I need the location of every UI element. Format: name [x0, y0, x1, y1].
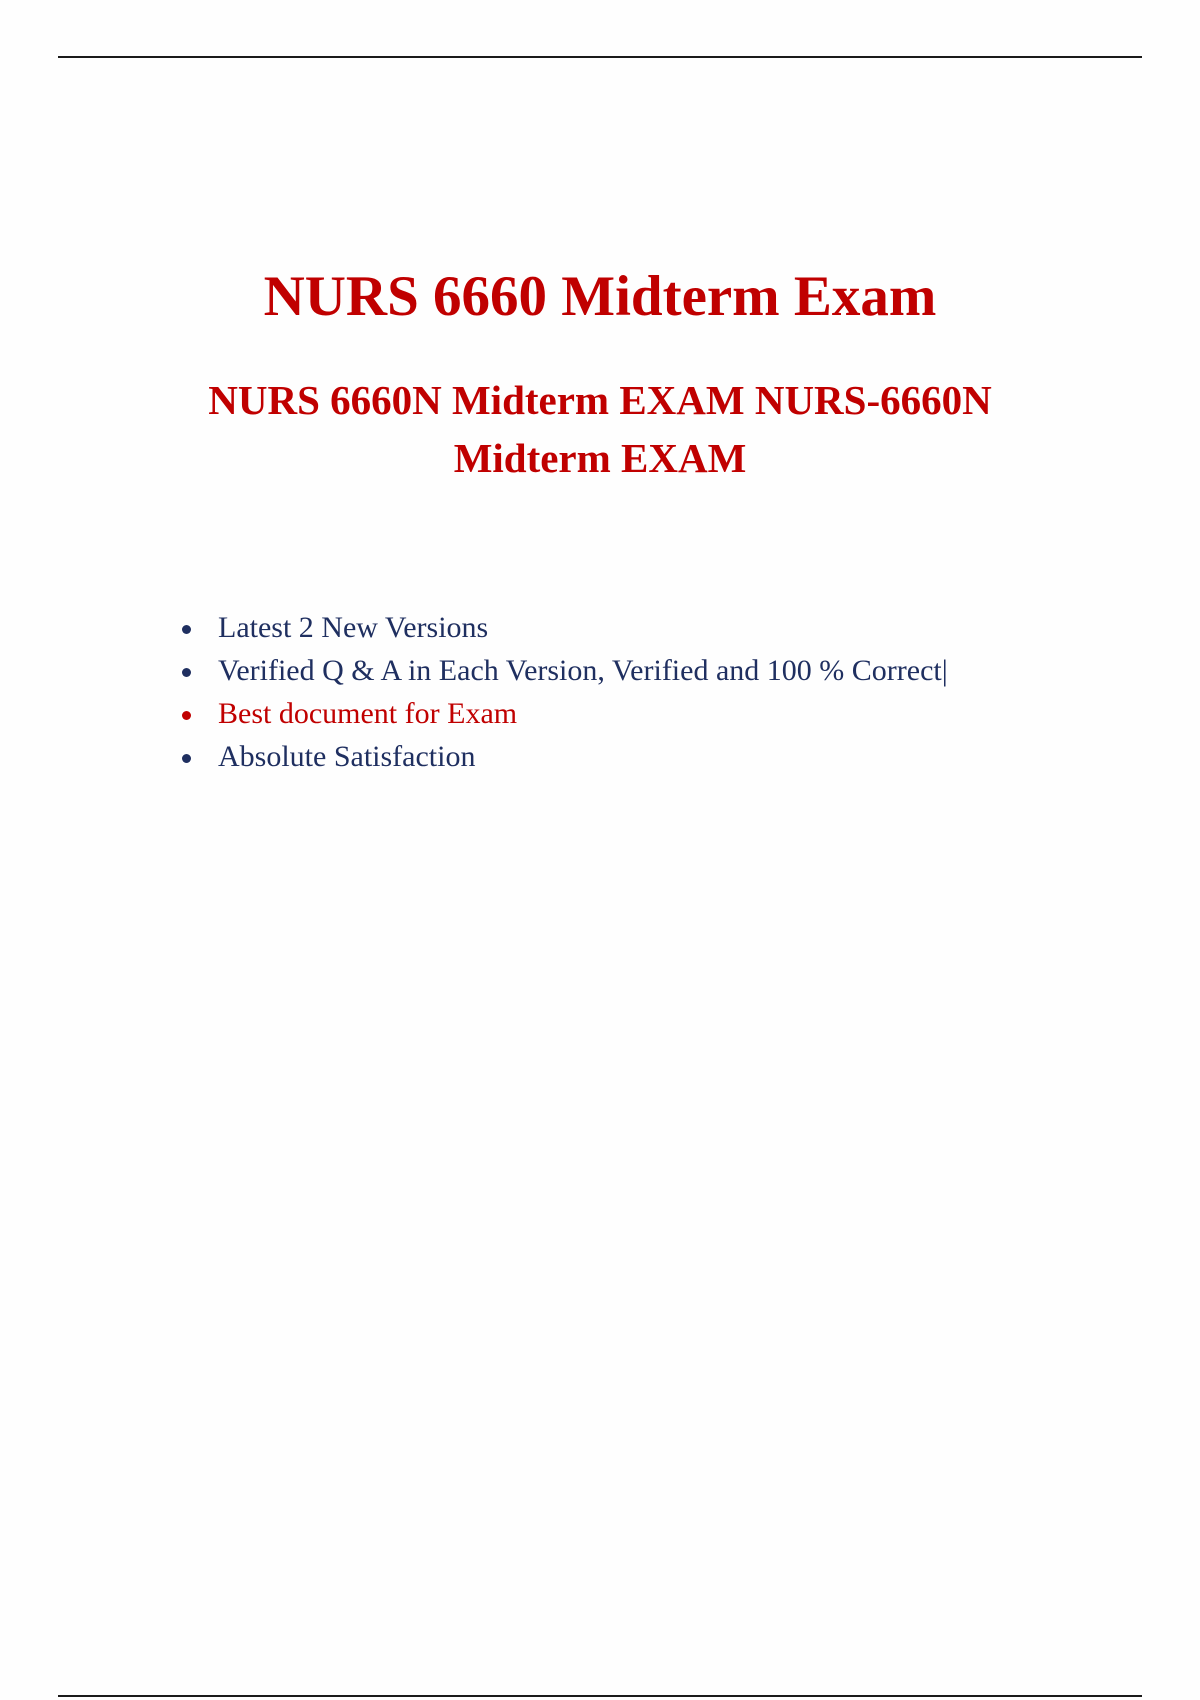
- document-title: NURS 6660 Midterm Exam: [263, 265, 937, 328]
- list-item: [174, 692, 948, 735]
- list-item-text: Latest 2 New Versions: [218, 611, 489, 644]
- list-item: [174, 649, 948, 692]
- bullet-icon: [182, 668, 191, 677]
- footer-rule: [58, 1695, 1142, 1697]
- bullet-icon: [182, 625, 191, 634]
- list-item-text: Best document for Exam: [218, 697, 518, 730]
- list-item: [174, 735, 948, 778]
- bullet-icon: [182, 754, 191, 763]
- list-item-text: Absolute Satisfaction: [218, 740, 476, 773]
- feature-list: [174, 606, 948, 778]
- list-item-text: Verified Q & A in Each Version, Verified and 100 % Correct|: [218, 654, 948, 687]
- list-item: [174, 606, 948, 649]
- bullet-icon: [182, 711, 191, 720]
- header-rule: [58, 56, 1142, 58]
- document-subtitle: NURS 6660N Midterm EXAM NURS-6660N Midterm EXAM: [208, 377, 992, 481]
